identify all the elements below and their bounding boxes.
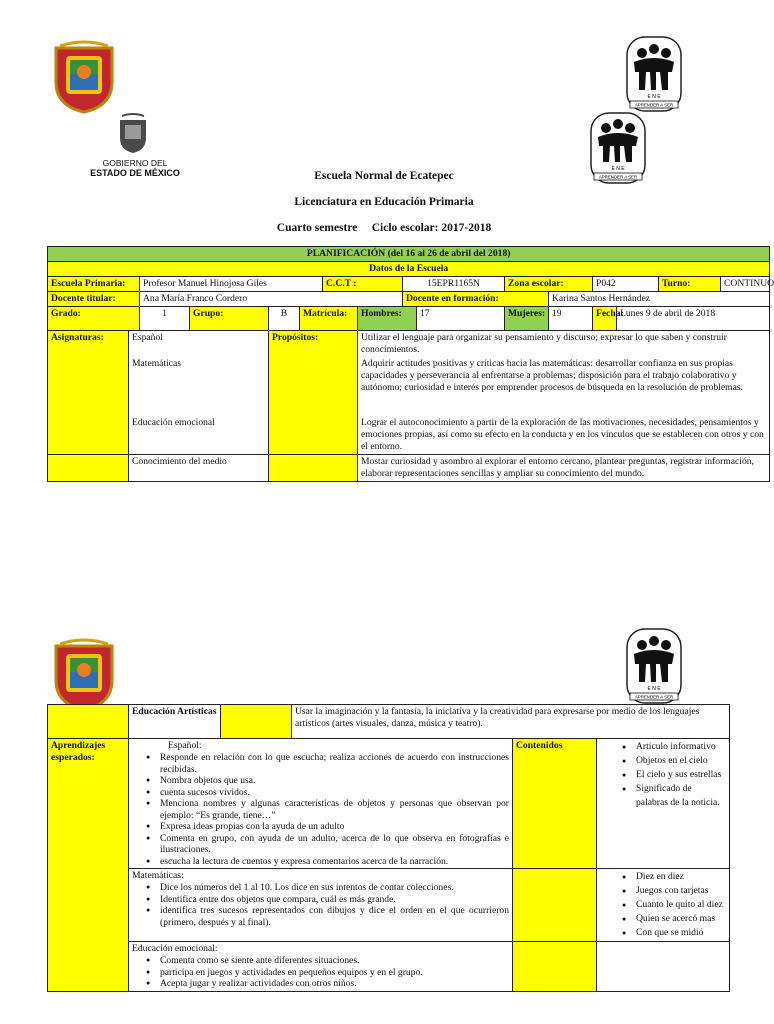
math-list (132, 882, 509, 928)
arts-subject: Educación Artísticas (129, 705, 221, 739)
enrollment-label: Matrícula: (300, 307, 358, 331)
math-title: Matemáticas: (132, 870, 184, 881)
zone-label: Zona escolar: (505, 277, 593, 292)
purposes-label: Propósitos: (269, 331, 358, 455)
purpose-environment: Mostar curiosidad y asombro al explorar el entorno cercano, plantear preguntas, registrar información, elaborar representaciones sencillas y ampliar su conocimiento del mundo. (358, 455, 770, 482)
men-value: 17 (417, 307, 505, 331)
trainee-value: Karina Santos Hernández (549, 292, 770, 307)
list-item: ● Quien se acercó mas (636, 912, 726, 926)
list-item: ● Comenta como se siente ante diferentes situaciones. (160, 955, 509, 967)
subject-environment: Conocimiento del medio (129, 455, 269, 482)
semester-text: Cuarto semestre (276, 222, 358, 234)
school-data-row (48, 262, 770, 277)
school-row (48, 277, 770, 292)
grade-value: 1 (140, 307, 190, 331)
emotional-title: Educación emocional: (132, 943, 218, 954)
arts-purpose: Usar la imaginación y la fantasía, la iniciativa y la creatividad para expresarse por medio de los lenguajes artísticos (artes visuales, danza, música y teatro). (292, 705, 730, 739)
subjects-label: Asignaturas: (48, 331, 129, 455)
ene-logo-icon (626, 36, 682, 112)
page-2 (0, 600, 768, 1024)
purpose-math: Adquirir actitudes positivas y críticas hacia las matemáticas: desarrollar confianza en sus propias capacidades y perseverancia al enfrentarse a problemas; disposición para el trabajo colaborativo y autónomo; curiosidad e interés por emprender procesos de búsqueda en la resolución de problemas. (358, 357, 770, 409)
plan-title-row (48, 247, 770, 262)
cct-label: C.C.T : (323, 277, 403, 292)
spanish-row (48, 739, 730, 869)
group-value: B (269, 307, 300, 331)
list-item: ● Diez en diez (636, 870, 726, 884)
shift-value: CONTINUO (721, 277, 770, 292)
subject-emotional: Educación emocional (129, 409, 269, 455)
list-item: ● Expresa ideas propias con la ayuda de un adulto (160, 821, 509, 833)
date-value: Lunes 9 de abril de 2018 (617, 307, 770, 331)
teacher-row (48, 292, 770, 307)
arts-row (48, 705, 730, 739)
gov-line-2: ESTADO DE MÉXICO (90, 168, 180, 178)
list-item: ● identifica tres sucesos representados con dibujos y dice el orden en el que ocurrieron (primero, después y al final). (160, 905, 509, 928)
math-contents-blank (513, 869, 597, 942)
list-item: ● Nombra objetos que usa. (160, 775, 509, 787)
subject-spanish: Español (129, 331, 269, 358)
shift-label: Turno: (659, 277, 721, 292)
ene-motto: APRENDER A SER (634, 694, 674, 700)
grade-label: Grado: (48, 307, 140, 331)
group-label: Grupo: (190, 307, 269, 331)
ene-text: E N E (611, 166, 625, 172)
subject-row-3 (48, 409, 770, 455)
arts-blank-cell (48, 705, 129, 739)
arts-purpose-blank (221, 705, 292, 739)
math-contents (597, 869, 730, 942)
list-item: ● Objetos en el cielo (636, 754, 726, 768)
list-item: ● participa en juegos y actividades en pequeños equipos y en el grupo. (160, 967, 509, 979)
subject-row-2 (48, 357, 770, 409)
emotional-contents-blank (513, 942, 597, 992)
spanish-title: Español: (168, 740, 202, 751)
spanish-learning (129, 739, 513, 869)
list-item: ● Artículo informativo (636, 740, 726, 754)
teacher-value: Ana María Franco Cordero (140, 292, 403, 307)
emotional-contents (597, 942, 730, 992)
purpose-spanish: Utilizar el lenguaje para organizar su pensamiento y discurso; expresar lo que saben y construir conocimientos. (358, 331, 770, 358)
zone-value: P042 (593, 277, 659, 292)
subject-blank-cell (48, 455, 129, 482)
trainee-label: Docente en formación: (403, 292, 549, 307)
list-item: ● El cielo y sus estrellas (636, 768, 726, 782)
math-contents-list (600, 870, 726, 940)
emotional-list (132, 955, 509, 990)
contents-label: Contenidos (513, 739, 597, 869)
ene-motto: APRENDER A SER (598, 174, 638, 180)
spanish-contents-list (600, 740, 726, 810)
school-data-heading: Datos de la Escuela (48, 262, 770, 277)
men-label: Hombres: (358, 307, 417, 331)
ene-logo-icon (626, 628, 682, 704)
spanish-contents (597, 739, 730, 869)
list-item: ● Significado de palabras de la noticia. (636, 782, 726, 810)
edomex-crest-icon (50, 42, 118, 114)
list-item: ● Cuanto le quito al diez (636, 898, 726, 912)
cct-value: 15EPR1165N (403, 277, 505, 292)
list-item: ● Juegos con tarjetas (636, 884, 726, 898)
ene-text: E N E (647, 686, 661, 692)
women-label: Mujeres: (505, 307, 549, 331)
ene-motto: APRENDER A SER (634, 102, 674, 108)
subject-math: Matemáticas (129, 357, 269, 409)
emotional-row (48, 942, 730, 992)
list-item: ● Acepta jugar y realizar actividades con otros niños. (160, 978, 509, 990)
primary-label: Escuela Primaria: (48, 277, 140, 292)
purpose-emotional: Lograr el autoconocimiento a partir de la exploración de las motivaciones, necesidades, pensamientos y emociones propias, así como su efecto en la conducta y en los vínculos que se establecen con otros y con el entorno. (358, 409, 770, 455)
school-title: Escuela Normal de Ecatepec (314, 170, 454, 182)
list-item: ● Con que se midió (636, 926, 726, 940)
purpose-blank-cell (269, 455, 358, 482)
women-value: 19 (549, 307, 593, 331)
degree-title: Licenciatura en Educación Primaria (294, 196, 474, 208)
ene-text: E N E (647, 94, 661, 100)
list-item: ● Dice los números del 1 al 10. Los dice en sus intentos de contar colecciones. (160, 882, 509, 894)
group-row (48, 307, 770, 331)
learning-table (47, 704, 730, 992)
emotional-learning (129, 942, 513, 992)
subject-row-1 (48, 331, 770, 358)
list-item: ● escucha la lectura de cuentos y expresa comentarios acerca de la narración. (160, 856, 509, 868)
list-item: ● cuenta sucesos vividos. (160, 787, 509, 799)
expected-label: Aprendizajes esperados: (48, 739, 129, 992)
gov-line-1: GOBIERNO DEL (102, 158, 168, 168)
teacher-label: Docente titular: (48, 292, 140, 307)
edomex-crest-icon (50, 640, 118, 712)
math-row (48, 869, 730, 942)
subject-row-4 (48, 455, 770, 482)
gobierno-edomex-icon (116, 114, 150, 154)
plan-title: PLANIFICACIÓN (del 16 al 26 de abril del 2018) (48, 247, 770, 262)
list-item: ● Comenta en grupo, con ayuda de un adulto, acerca de lo que observa en fotografías e ilustraciones. (160, 833, 509, 856)
math-learning (129, 869, 513, 942)
list-item: ● Identifica entre dos objetos que compara, cuál es más grande. (160, 894, 509, 906)
cycle-text: Ciclo escolar: 2017-2018 (371, 222, 492, 234)
spanish-list (132, 752, 509, 867)
semester-line (0, 222, 768, 234)
list-item: ● Responde en relación con lo que escucha; realiza acciones de acuerdo con instrucciones recibidas. (160, 752, 509, 775)
date-label: Fecha: (593, 307, 617, 331)
list-item: ● Menciona nombres y algunas características de objetos y personas que observan por ejemplo: “Es grande, tiene…” (160, 798, 509, 821)
planning-table (47, 246, 774, 482)
primary-value: Profesor Manuel Hinojosa Giles (140, 277, 323, 292)
